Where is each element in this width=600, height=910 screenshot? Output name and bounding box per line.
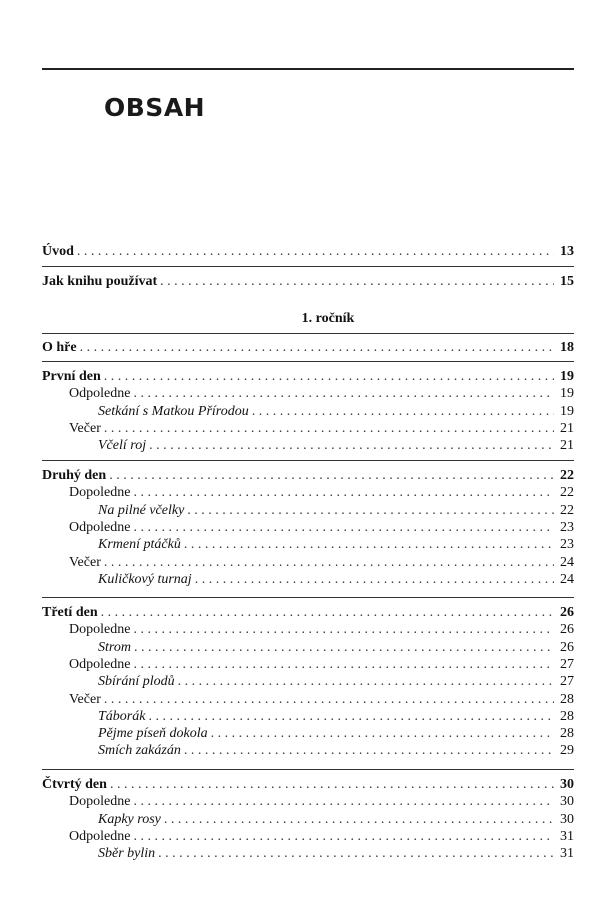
toc-entry-label: Smích zakázán	[98, 743, 181, 758]
toc-entry-label: Pějme píseň dokola	[98, 726, 208, 741]
separator-line	[42, 769, 574, 770]
separator-line	[42, 460, 574, 461]
separator-line	[42, 597, 574, 598]
toc-activity[interactable]	[42, 725, 574, 743]
dot-leader	[211, 725, 554, 743]
toc-time-of-day[interactable]	[42, 554, 574, 572]
toc-page-number: 22	[560, 503, 574, 518]
dot-leader	[252, 403, 554, 421]
dot-leader	[149, 437, 554, 455]
toc-entry-label: Odpoledne	[69, 657, 131, 672]
toc-entry-label: Odpoledne	[69, 520, 131, 535]
toc-entry-jak-knihu[interactable]	[42, 273, 574, 291]
toc-page-number: 19	[560, 404, 574, 419]
toc-activity[interactable]	[42, 742, 574, 760]
toc-page-number: 23	[560, 537, 574, 552]
toc-activity[interactable]	[42, 571, 574, 589]
toc-day-heading[interactable]	[42, 604, 574, 622]
toc-entry-uvod[interactable]	[42, 243, 574, 261]
toc-entry-label: První den	[42, 369, 101, 384]
toc-page-number: 13	[560, 244, 574, 259]
toc-page-number: 24	[560, 555, 574, 570]
toc-time-of-day[interactable]	[42, 828, 574, 846]
toc-page-number: 22	[560, 468, 574, 483]
toc-entry-label: Včelí roj	[98, 438, 147, 453]
toc-page-number: 15	[560, 274, 574, 289]
toc-entry-label: Strom	[98, 640, 131, 655]
top-rule	[42, 68, 574, 70]
toc-activity[interactable]	[42, 502, 574, 520]
toc-page-number: 26	[560, 605, 574, 620]
toc-entry-label: Úvod	[42, 244, 74, 259]
toc-page-number: 19	[560, 369, 574, 384]
toc-day-heading[interactable]	[42, 467, 574, 485]
toc-page-number: 26	[560, 622, 574, 637]
toc-page-number: 21	[560, 421, 574, 436]
toc-entry-label: Druhý den	[42, 468, 107, 483]
toc-page-number: 27	[560, 674, 574, 689]
toc-entry-label: Dopoledne	[69, 622, 131, 637]
toc-page-number: 31	[560, 846, 574, 861]
toc-page-number: 26	[560, 640, 574, 655]
toc-page-number: 24	[560, 572, 574, 587]
dot-leader	[109, 467, 554, 485]
dot-leader	[158, 845, 554, 863]
toc-page-number: 31	[560, 829, 574, 844]
toc-page-number: 22	[560, 485, 574, 500]
toc-activity[interactable]	[42, 437, 574, 455]
toc-activity[interactable]	[42, 845, 574, 863]
toc-entry-label: Večer	[69, 692, 101, 707]
toc-entry-o-hre[interactable]	[42, 339, 574, 357]
toc-entry-label: Dopoledne	[69, 794, 131, 809]
dot-leader	[184, 536, 554, 554]
dot-leader	[101, 604, 554, 622]
section-heading: 1. ročník	[301, 311, 355, 326]
dot-leader	[133, 656, 554, 674]
toc-entry-label: Dopoledne	[69, 485, 131, 500]
toc-time-of-day[interactable]	[42, 621, 574, 639]
dot-leader	[133, 385, 554, 403]
toc-time-of-day[interactable]	[42, 420, 574, 438]
toc-entry-label: Setkání s Matkou Přírodou	[98, 404, 249, 419]
dot-leader	[160, 273, 554, 291]
dot-leader	[77, 243, 554, 261]
dot-leader	[133, 793, 554, 811]
toc-page-number: 30	[560, 812, 574, 827]
toc-page-number: 29	[560, 743, 574, 758]
dot-leader	[133, 621, 554, 639]
toc-entry-label: O hře	[42, 340, 77, 355]
toc-activity[interactable]	[42, 708, 574, 726]
dot-leader	[134, 639, 554, 657]
separator-line	[42, 333, 574, 334]
toc-page-number: 30	[560, 794, 574, 809]
toc-activity[interactable]	[42, 811, 574, 829]
dot-leader	[133, 828, 554, 846]
toc-entry-label: Odpoledne	[69, 386, 131, 401]
toc-time-of-day[interactable]	[42, 385, 574, 403]
dot-leader	[104, 554, 554, 572]
dot-leader	[133, 519, 554, 537]
toc-entry-label: Třetí den	[42, 605, 98, 620]
dot-leader	[187, 502, 554, 520]
toc-entry-label: Táborák	[98, 709, 146, 724]
toc-page-number: 18	[560, 340, 574, 355]
toc-entry-label: Čtvrtý den	[42, 777, 107, 792]
toc-entry-label: Kapky rosy	[98, 812, 161, 827]
toc-entry-label: Sbírání plodů	[98, 674, 175, 689]
toc-page-number: 28	[560, 692, 574, 707]
toc-time-of-day[interactable]	[42, 519, 574, 537]
toc-time-of-day[interactable]	[42, 656, 574, 674]
toc-page-number: 23	[560, 520, 574, 535]
page-title: OBSAH	[104, 93, 206, 122]
toc-entry-label: Večer	[69, 555, 101, 570]
toc-activity[interactable]	[42, 403, 574, 421]
toc-entry-label: Večer	[69, 421, 101, 436]
toc-day-heading[interactable]	[42, 368, 574, 386]
dot-leader	[104, 420, 554, 438]
toc-page-number: 28	[560, 726, 574, 741]
toc-page-number: 19	[560, 386, 574, 401]
toc-activity[interactable]	[42, 536, 574, 554]
toc-day-heading[interactable]	[42, 776, 574, 794]
toc-page-number: 27	[560, 657, 574, 672]
dot-leader	[195, 571, 554, 589]
dot-leader	[133, 484, 554, 502]
toc-activity[interactable]	[42, 639, 574, 657]
separator-line	[42, 361, 574, 362]
toc-page-number: 21	[560, 438, 574, 453]
dot-leader	[104, 368, 554, 386]
toc-entry-label: Na pilné včelky	[98, 503, 185, 518]
dot-leader	[178, 673, 554, 691]
toc-activity[interactable]	[42, 673, 574, 691]
dot-leader	[80, 339, 554, 357]
toc-entry-label: Sběr bylin	[98, 846, 156, 861]
dot-leader	[184, 742, 554, 760]
toc-time-of-day[interactable]	[42, 691, 574, 709]
toc-page-number: 28	[560, 709, 574, 724]
separator-line	[42, 266, 574, 267]
toc-entry-label: Odpoledne	[69, 829, 131, 844]
dot-leader	[104, 691, 554, 709]
toc-time-of-day[interactable]	[42, 484, 574, 502]
dot-leader	[110, 776, 554, 794]
toc-entry-label: Krmení ptáčků	[98, 537, 181, 552]
dot-leader	[148, 708, 554, 726]
dot-leader	[164, 811, 554, 829]
toc-entry-label: Jak knihu používat	[42, 274, 158, 289]
toc-page-number: 30	[560, 777, 574, 792]
toc-time-of-day[interactable]	[42, 793, 574, 811]
toc-entry-label: Kuličkový turnaj	[98, 572, 192, 587]
